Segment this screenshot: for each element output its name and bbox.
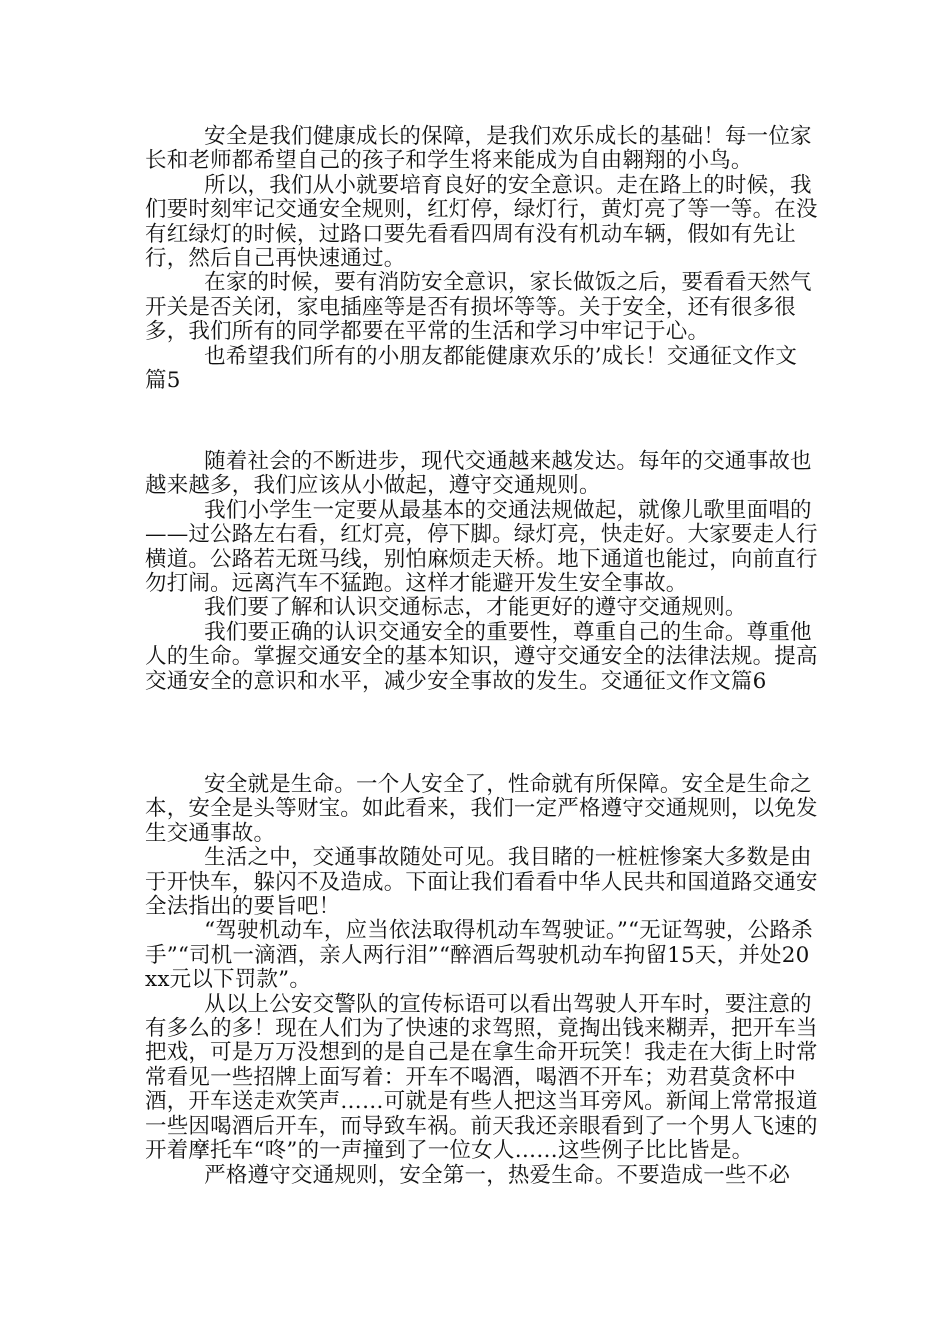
paragraph: 安全就是生命。一个人安全了，性命就有所保障。安全是生命之本，安全是头等财宝。如此看来，我们一定严格遵守交通规则，以免发生交通事故。 [145,772,818,846]
essay-section-3 [145,773,820,1188]
paragraph-with-heading: 我们要正确的认识交通安全的重要性，尊重自己的生命。尊重他人的生命。掌握交通安全的基本知识，遵守交通安全的法律法规。提高交通安全的意识和水平，减少安全事故的发生。交通征文作文篇6 [145,619,818,694]
paragraph: 从以上公安交警队的宣传标语可以看出驾驶人开车时，要注意的有多么的多！现在人们为了快速的求驾照，竟掏出钱来糊弄，把开车当把戏，可是万万没想到的是自己是在拿生命开玩笑！我走在大街上时常常看见一些招牌上面写着：开车不喝酒，喝酒不开车；劝君莫贪杯中酒，开车送走欢笑声……可就是有些人把这当耳旁风。新闻上常常报道一些因喝酒后开车，而导致车祸。前天我还亲眼看到了一个男人飞速的开着摩托车“咚”的一声撞到了一位女人……这些例子比比皆是。 [145,991,818,1164]
essay-section-2 [145,450,820,694]
paragraph-with-heading: 也希望我们所有的小朋友都能健康欢乐的’成长！交通征文作文 篇5 [145,343,798,394]
paragraph: 在家的时候，要有消防安全意识，家长做饭之后，要看看天然气开关是否关闭，家电插座等是否有损坏等等。关于安全，还有很多很多，我们所有的同学都要在平常的生活和学习中牢记于心。 [145,270,812,345]
essay-section-1 [145,125,820,393]
paragraph: 我们要了解和认识交通标志，才能更好的遵守交通规则。 [204,595,747,621]
paragraph: 我们小学生一定要从最基本的交通法规做起，就像儿歌里面唱的——过公路左右看，红灯亮，停下脚。绿灯亮，快走好。大家要走人行横道。公路若无斑马线，别怕麻烦走天桥。地下通道也能过，向前直行勿打闹。远离汽车不猛跑。这样才能避开发生安全事故。 [145,497,818,597]
paragraph: 安全是我们健康成长的保障，是我们欢乐成长的基础！每一位家长和老师都希望自己的孩子和学生将来能成为自由翱翔的小鸟。 [145,124,812,174]
paragraph: 严格遵守交通规则，安全第一，热爱生命。不要造成一些不必 [204,1162,791,1188]
paragraph: “驾驶机动车，应当依法取得机动车驾驶证。”“无证驾驶，公路杀手”“司机一滴酒，亲人两行泪”“醉酒后驾驶机动车拘留15天，并处20xx元以下罚款”。 [145,918,813,993]
paragraph: 随着社会的不断进步，现代交通越来越发达。每年的交通事故也越来越多，我们应该从小做起，遵守交通规则。 [145,449,812,499]
paragraph: 所以，我们从小就要培育良好的安全意识。走在路上的时候，我们要时刻牢记交通安全规则，红灯停，绿灯行，黄灯亮了等一等。在没有红绿灯的时候，过路口要先看看四周有没有机动车辆，假如有先让行，然后自己再快速通过。 [145,172,818,272]
paragraph: 生活之中，交通事故随处可见。我目睹的一桩桩惨案大多数是由于开快车，躲闪不及造成。下面让我们看看中华人民共和国道路交通安全法指出的要旨吧！ [145,845,818,920]
